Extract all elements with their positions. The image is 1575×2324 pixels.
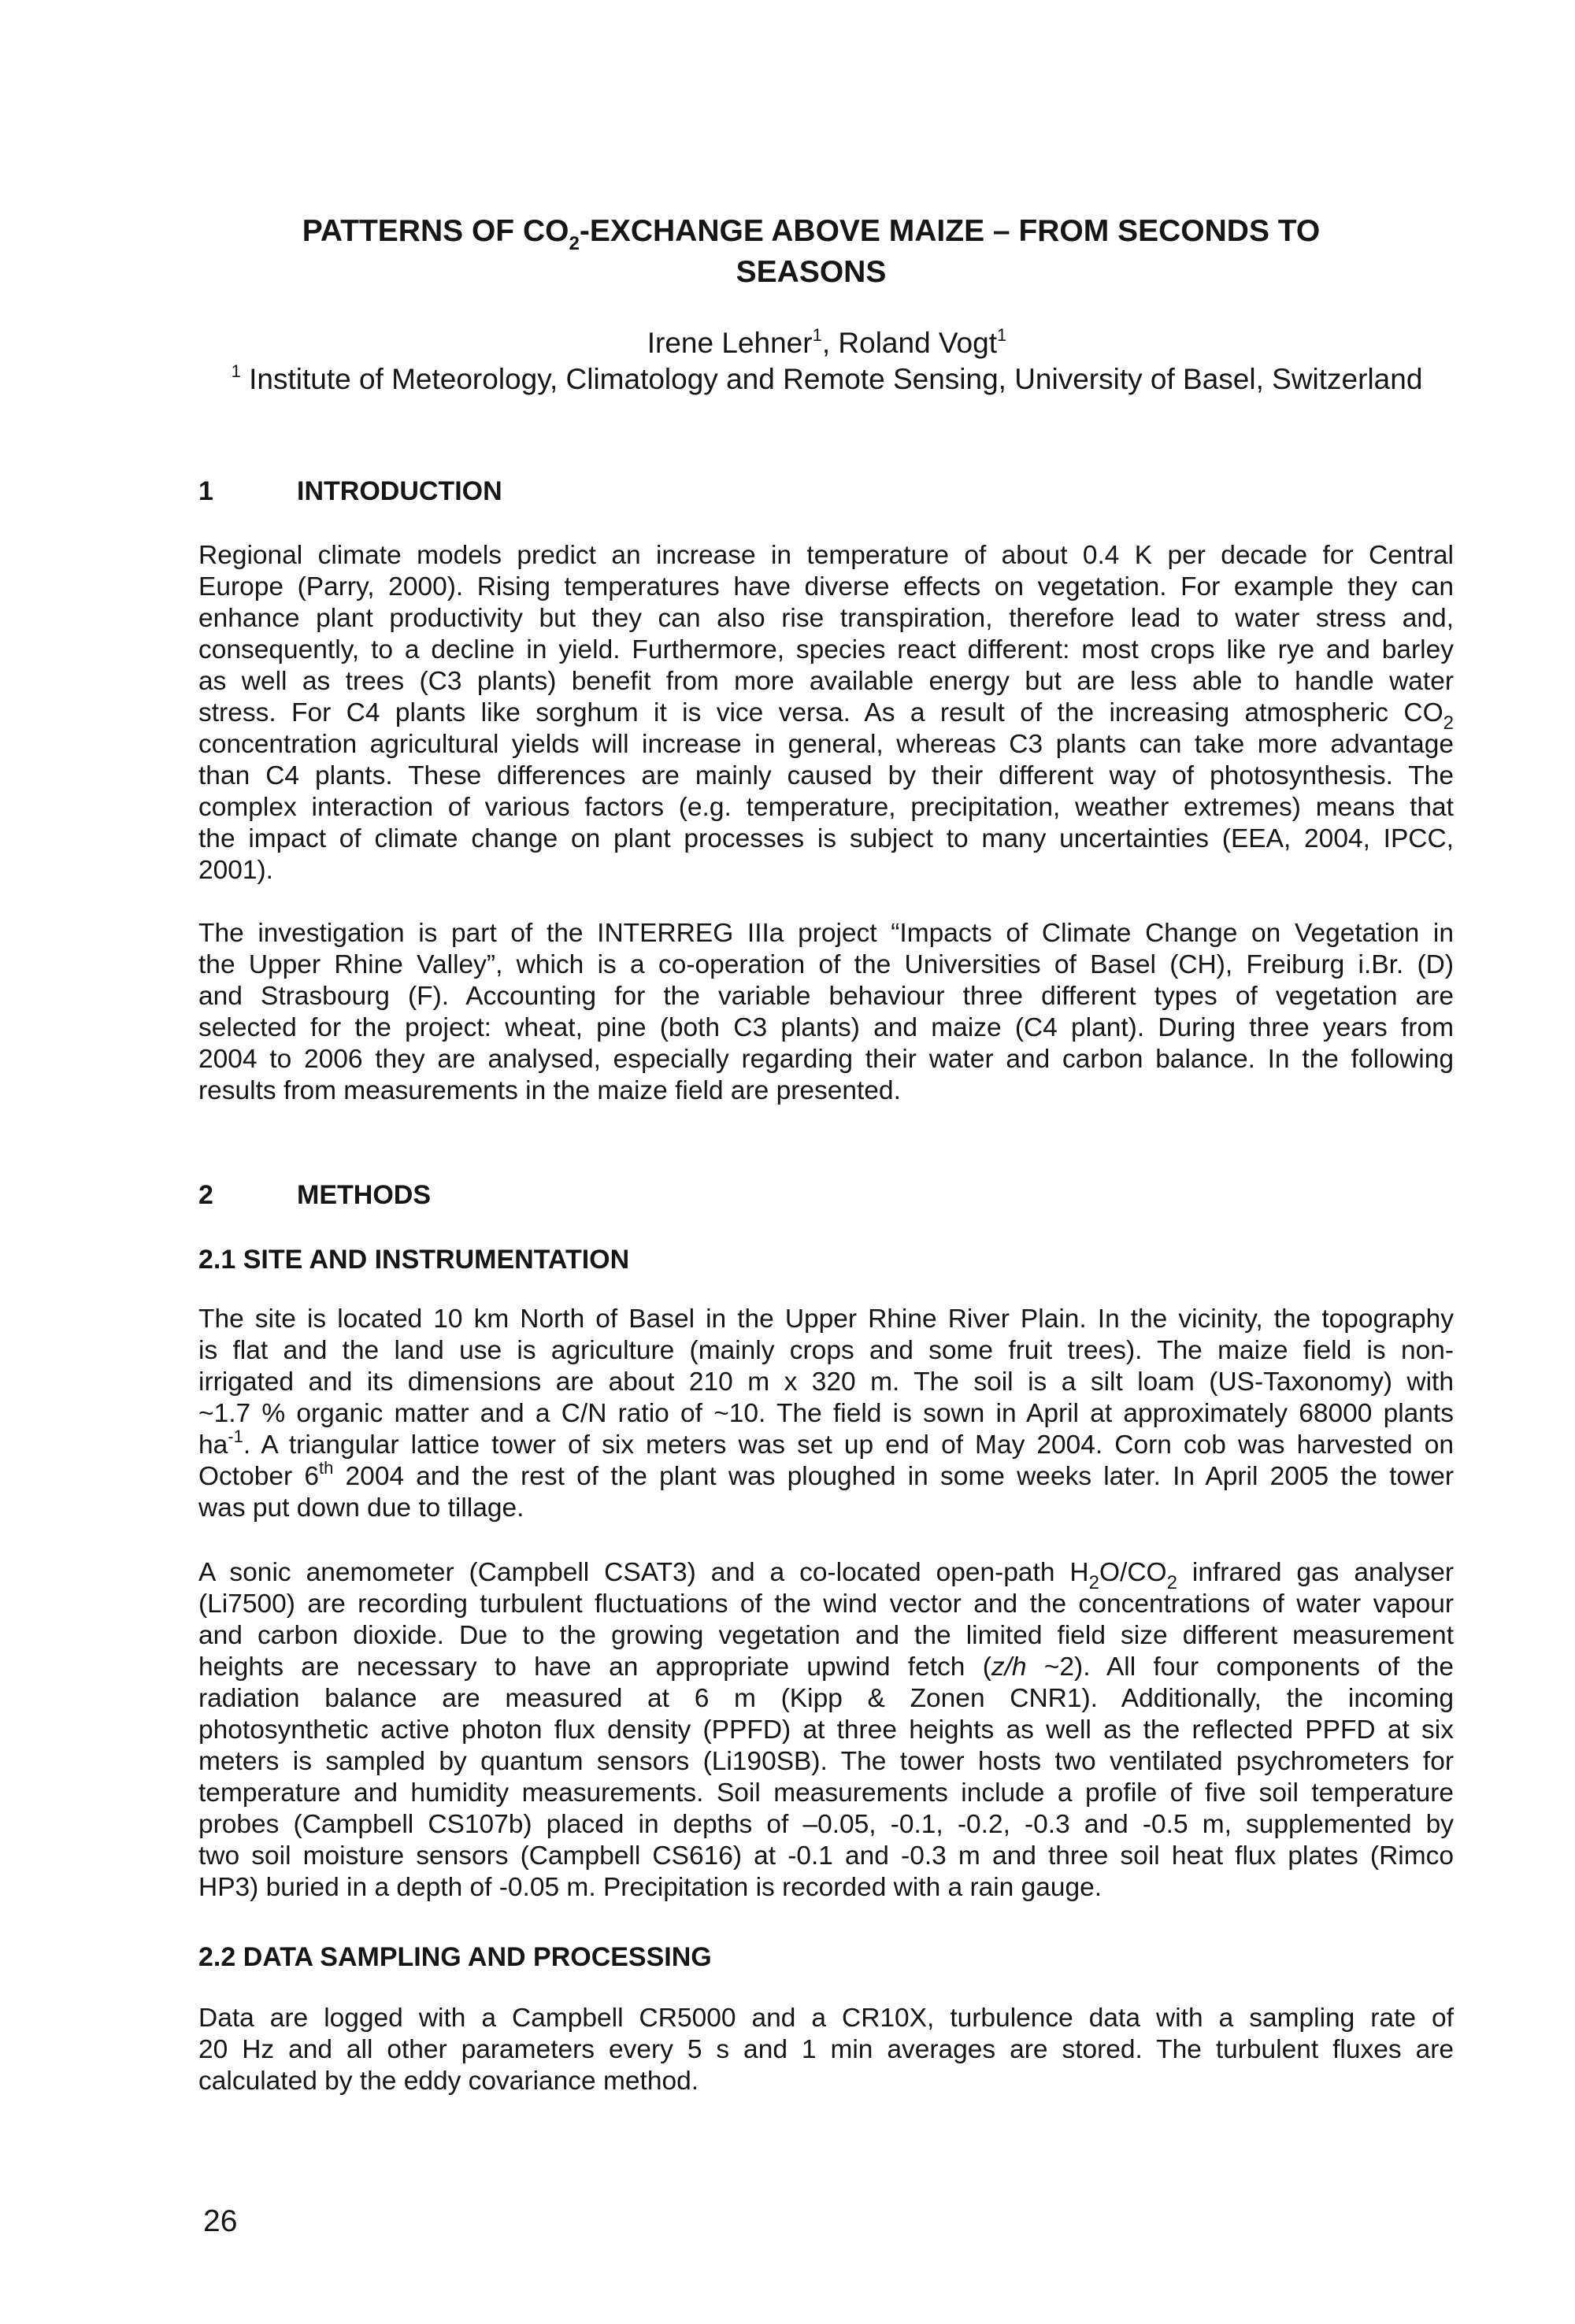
title-line-2: SEASONS	[736, 255, 887, 289]
author-list: Irene Lehner$^1$, Roland Vogt$^1$	[647, 324, 1007, 359]
introduction-paragraph-1: Regional climate models predict an increase in temperature of about 0.4 K per decade for Central Europe (Parry, 2000). Rising temperatures have diverse effects on vegetation. For example they can enhance plant productivity but they can also rise transpiration, therefore lead to water stress and, consequently, to a decline in yield. Furthermore, species react different: most crops like rye and barley as well as trees (C3 plants) benefit from more available energy but are less able to handle water stress. For C4 plants like sorghum it is vice versa. As a result of the increasing atmospheric $CO_2$ concentration agricultural yields will increase in general, whereas C3 plants can take more advantage than C4 plants. These differences are mainly caused by their different way of photosynthesis. The complex interaction of various factors (e.g. temperature, precipitation, weather extremes) means that the impact of climate change on plant processes is subject to many uncertainties (EEA, 2004, IPCC, 2001).	[198, 541, 1454, 885]
site-paragraph-1: The site is located 10 km North of Basel in the Upper Rhine River Plain. In the vicinity, the topography is flat and the land use is agriculture (mainly crops and some fruit trees). The maize field is non- irrigated and its dimensions are about 210 m x 320 m. The soil is a silt loam (US-Taxonomy) with ~1.7 % organic matter and a C/N ratio of ~10. The field is sown in April at approximately 68000 plants $ha^{-1}$. A triangular lattice tower of six meters was set up end of May 2004. Corn cob was harvested on October 6th 2004 and the rest of the plant was ploughed in some weeks later. In April 2005 the tower was put down due to tillage.	[198, 1304, 1454, 1523]
subsection-heading-sampling: 2.2 DATA SAMPLING AND PROCESSING	[198, 1942, 712, 1972]
paper-title	[236, 211, 1386, 293]
subsection-heading-site: 2.1 SITE AND INSTRUMENTATION	[198, 1245, 630, 1275]
section-heading-methods: 2 METHODS	[198, 1180, 431, 1210]
title-line-1: PATTERNS OF $CO_2$-EXCHANGE ABOVE MAIZE – FROM SECONDS TO	[302, 214, 1321, 254]
sampling-paragraph-1: Data are logged with a Campbell CR5000 and a CR10X, turbulence data with a sampling rate of 20 Hz and all other parameters every 5 s and 1 min averages are stored. The turbulent fluxes are calculated by the eddy covariance method.	[198, 2004, 1454, 2096]
section-heading-introduction: 1 INTRODUCTION	[198, 476, 502, 506]
author-name: Irene Lehner	[647, 327, 813, 359]
page-number: 26	[203, 2204, 238, 2238]
introduction-paragraph-2: The investigation is part of the INTERREG IIIa project “Impacts of Climate Change on Vegetation in the Upper Rhine Valley”, which is a co-operation of the Universities of Basel (CH), Freiburg i.Br. (D) and Strasbourg (F). Accounting for the variable behaviour three different types of vegetation are selected for the project: wheat, pine (both C3 plants) and maize (C4 plant). During three years from 2004 to 2006 they are analysed, especially regarding their water and carbon balance. In the following results from measurements in the maize field are presented.	[198, 919, 1454, 1105]
site-paragraph-2: A sonic anemometer (Campbell CSAT3) and a co-located open-path $H_2O/CO_2$ infrared gas analyser (Li7500) are recording turbulent fluctuations of the wind vector and the concentrations of water vapour and carbon dioxide. Due to the growing vegetation and the limited field size different measurement heights are necessary to have an appropriate upwind fetch (z/h ~2). All four components of the radiation balance are measured at 6 m (Kipp & Zonen CNR1). Additionally, the incoming photosynthetic active photon flux density (PPFD) at three heights as well as the reflected PPFD at six meters is sampled by quantum sensors (Li190SB). The tower hosts two ventilated psychrometers for temperature and humidity measurements. Soil measurements include a profile of five soil temperature probes (Campbell CS107b) placed in depths of –0.05, -0.1, -0.2, -0.3 and -0.5 m, supplemented by two soil moisture sensors (Campbell CS616) at -0.1 and -0.3 m and three soil heat flux plates (Rimco HP3) buried in a depth of -0.05 m. Precipitation is recorded with a rain gauge.	[198, 1558, 1455, 1902]
author-name: Roland Vogt	[838, 327, 997, 359]
affiliation: $^1$ Institute of Meteorology, Climatology and Remote Sensing, University of Basel, Switzerland	[231, 361, 1423, 395]
